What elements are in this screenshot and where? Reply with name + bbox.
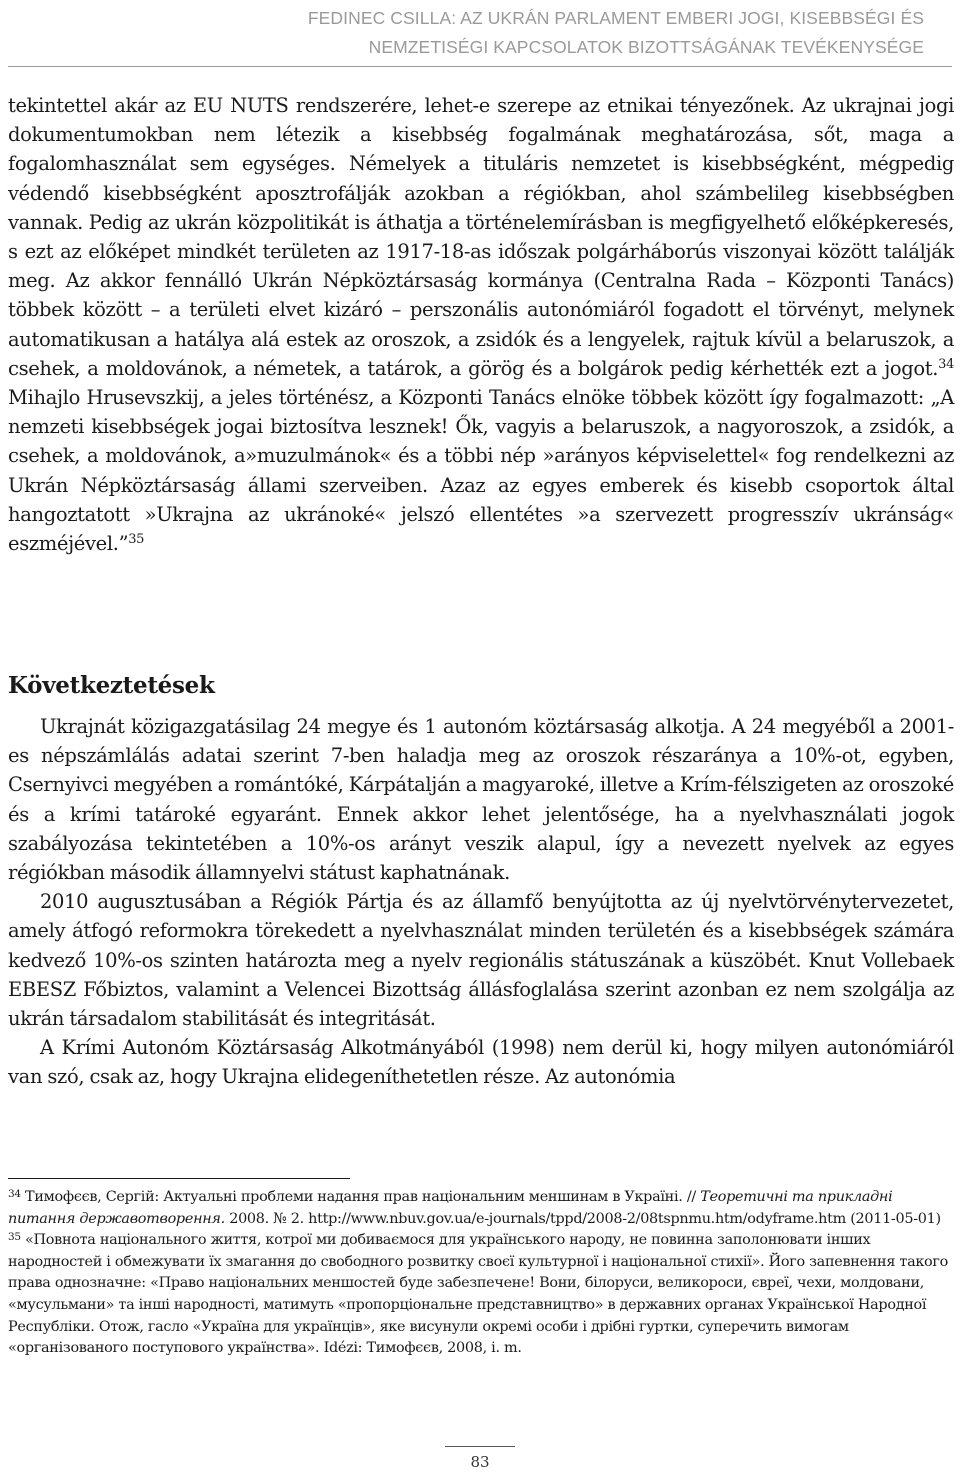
section-paragraph-3: A Krími Autonóm Köztársaság Alkotmányából (1998) nem derül ki, hogy milyen autonómiáról van szó, csak az, hogy Ukrajna elidegeníthetetlen része. Az autonómia <box>8 1036 954 1089</box>
section-body <box>8 712 954 1092</box>
body-paragraph-continued <box>8 91 954 558</box>
footnote-number: 35 <box>8 1231 21 1244</box>
paragraph-text-quote: Mihajlo Hrusevszkij, a jeles történész, a Központi Tanács elnöke többek között így fogalmazott: „A nemzeti kisebbségek jogai biztosítva lesznek! Ők, vagyis a belaruszok, a nagyoroszok, a zsidók, a csehek, a moldovánok, a»muzulmánok« és a többi nép »arányos képviselettel« fog rendelkezni az Ukrán Népköztársaság állami szerveiben. Azaz az egyes emberek és kisebb csoportok által hangoztatott »Ukrajna az ukránoké« jelszó ellentétes »a szervezett progresszív ukránság« eszméjével.” <box>8 386 954 556</box>
section-heading: Következtetések <box>8 672 215 699</box>
footnote-34 <box>8 1187 954 1230</box>
header-divider <box>8 66 952 67</box>
paragraph <box>8 91 954 558</box>
running-header <box>224 4 924 62</box>
running-header-line-2: NEMZETISÉGI KAPCSOLATOK BIZOTTSÁGÁNAK TEVÉKENYSÉGE <box>368 37 924 57</box>
footnote-number: 34 <box>8 1188 21 1200</box>
footnote-35 <box>8 1230 954 1360</box>
footnote-text: «Повнота національного життя, котрої ми добиваємося для українського народу, не повинна заполонювати інших народностей і обмежувати їх змагання до свободного розвитку своєї культурної і національної стихії». Його запевнення такого права однозначне: «Право національних меншостей буде забезпечене! Вони, білоруси, великороси, євреї, чехи, молдовани, «мусульмани» та інші народності, матимуть «пропорціональне представництво» в державних органах Української Народної Республіки. Отож, гасло «Україна для українців», яке висунули окремі особи і дрібні гуртки, суперечить вимогам «організованого поступового українства». Idézi: Тимофєєв, 2008, і. m. <box>8 1232 949 1357</box>
footnote-divider <box>8 1178 350 1179</box>
paragraph-text: tekintettel akár az EU NUTS rendszerére, lehet-e szerepe az etnikai tényezőnek. Az ukrajnai jogi dokumentumokban nem létezik a kisebbség fogalmának meghatározása, sőt, maga a fogalomhasználat sem egységes. Némelyek a tituláris nemzetet is kisebbségként, mégpedig védendő kisebbségként aposztrofálják azokban a régiókban, ahol számbelileg kisebbségben vannak. Pedig az ukrán közpolitikát is áthatja a történelemírásban is megfigyelhető előképkeresés, s ezt az előképet mindkét területen az 1917-18-as időszak polgárháborús viszonyai között találják meg. Az akkor fennálló Ukrán Népköztársaság kormánya (Centralna Rada – Központi Tanács) többek között – a területi elvet kizáró – perszonális autonómiáról fogadott el törvényt, melynek automatikusan a hatálya alá estek az oroszok, a zsidók és a lengyelek, rajtuk kívül a belaruszok, a csehek, a moldovánok, a németek, a tatárok, a görög és a bolgárok pedig kérhették ezt a jogot. <box>8 94 954 380</box>
footnote-ref-34[interactable]: 34 <box>938 356 954 372</box>
footnote-text: Тимофєєв, Сергій: Актуальні проблеми надання прав національним меншинам в Україні. // <box>20 1189 701 1205</box>
page-number-rule <box>445 1446 515 1447</box>
footnote-text-url[interactable]: 2008. № 2. http://www.nbuv.gov.ua/e-journals/tppd/2008-2/08tspnmu.htm/odyframe.htm (2011-05-01) <box>224 1210 941 1227</box>
footnotes <box>8 1187 954 1360</box>
footnote-journal-title: Теоретичні та прикладні питання державотворення. <box>8 1189 893 1227</box>
section-paragraph-2: 2010 augusztusában a Régiók Pártja és az államfő benyújtotta az új nyelvtörvénytervezetet, amely átfogó reformokra törekedett a nyelvhasználat minden területén és a kisebbségek számára kedvező 10%-os szinten határozta meg a nyelv regionális státuszának a küszöbét. Knut Vollebaek EBESZ Főbiztos, valamint a Velencei Bizottság állásfoglalása szerint azonban ez nem szolgálja az ukrán társadalom stabilitását és integritását. <box>8 890 954 1031</box>
section-paragraph-1: Ukrajnát közigazgatásilag 24 megye és 1 autonóm köztársaság alkotja. A 24 megyéből a 2001-es népszámlálás adatai szerint 7-ben haladja meg az oroszok részaránya a 10%-ot, egyben, Csernyivci megyében a romántóké, Kárpátalján a magyaroké, illetve a Krím-félszigeten az oroszoké és a krími tatároké egyaránt. Ennek akkor lehet jelentősége, ha a nyelvhasználati jogok szabályozása tekintetében a 10%-os arányt veszik alapul, így a nevezett nyelvek az egyes régiókban második államnyelvi státust kaphatnának. <box>8 715 954 885</box>
page-number: 83 <box>470 1453 490 1471</box>
running-header-line-1: FEDINEC CSILLA: AZ UKRÁN PARLAMENT EMBERI JOGI, KISEBBSÉGI ÉS <box>307 8 924 28</box>
footnote-ref-35[interactable]: 35 <box>128 532 145 548</box>
